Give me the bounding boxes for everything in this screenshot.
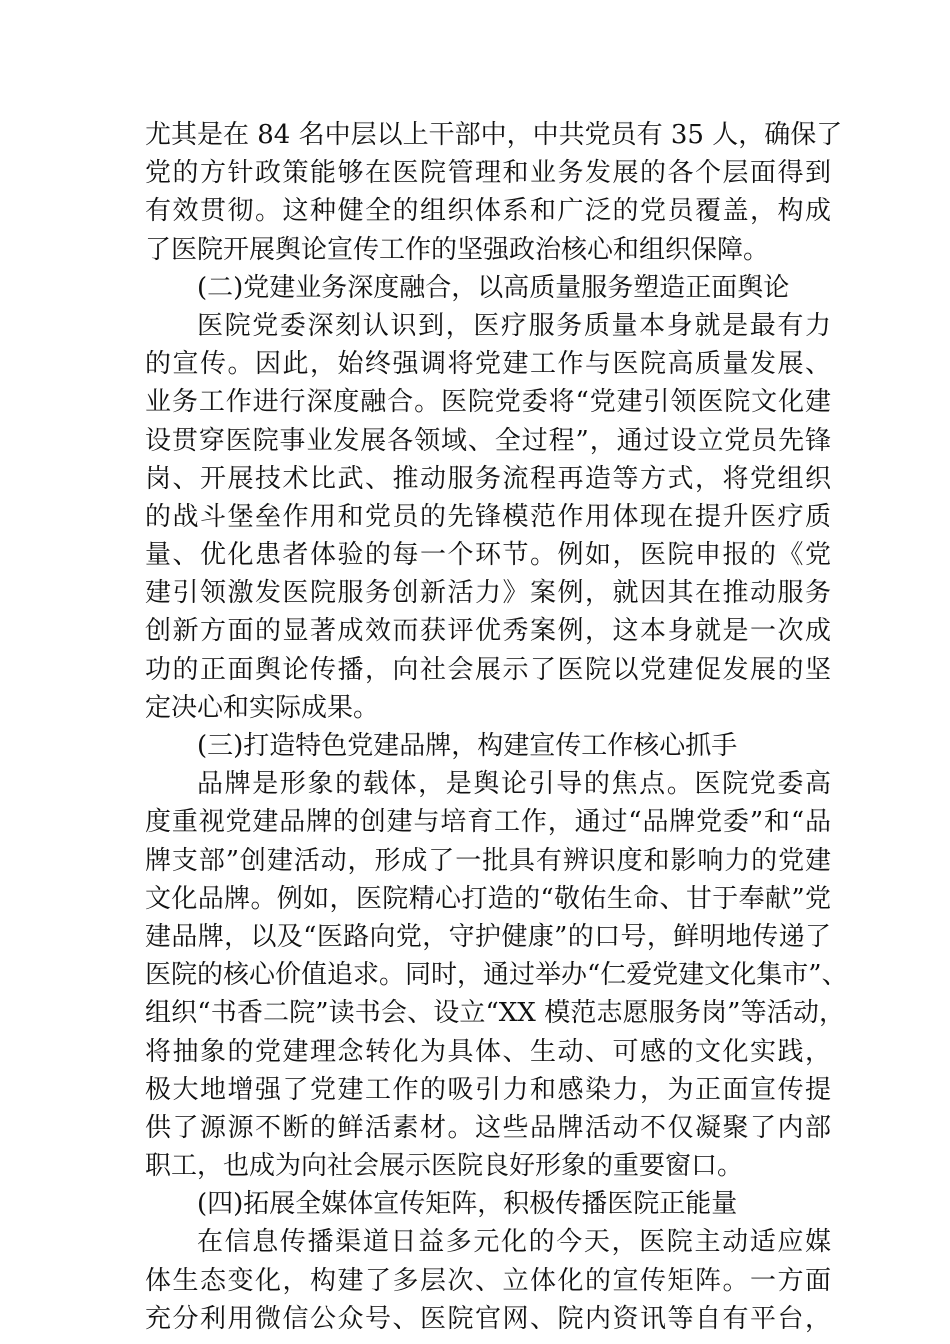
- text-line: 业务工作进行深度融合。医院党委将“党建引领医院文化建: [145, 387, 831, 418]
- text-line: 建引领激发医院服务创新活力》案例，就因其在推动服务: [145, 578, 831, 609]
- text-line: 尤其是在 84 名中层以上干部中，中共党员有 35 人，确保了: [145, 120, 843, 150]
- section-heading: (四)拓展全媒体宣传矩阵，积极传播医院正能量: [197, 1189, 738, 1220]
- text-line: 极大地增强了党建工作的吸引力和感染力，为正面宣传提: [145, 1074, 831, 1105]
- text-line: 度重视党建品牌的创建与培育工作，通过“品牌党委”和“品: [145, 807, 831, 838]
- text-line: 建品牌，以及“医路向党，守护健康”的口号，鲜明地传递了: [145, 921, 831, 952]
- text-line: 的战斗堡垒作用和党员的先锋模范作用体现在提升医疗质: [145, 501, 831, 532]
- text-line: 岗、开展技术比武、推动服务流程再造等方式，将党组织: [145, 463, 831, 494]
- text-line: 量、优化患者体验的每一个环节。例如，医院申报的《党: [145, 540, 831, 571]
- text-line: 组织“书香二院”读书会、设立“XX 模范志愿服务岗”等活动，: [145, 998, 845, 1029]
- text-line: 充分利用微信公众号、医院官网、院内资讯等自有平台，: [145, 1303, 831, 1334]
- text-line: 有效贯彻。这种健全的组织体系和广泛的党员覆盖，构成: [145, 196, 831, 227]
- text-line: 体生态变化，构建了多层次、立体化的宣传矩阵。一方面: [145, 1265, 831, 1296]
- text-line: 品牌是形象的载体，是舆论引导的焦点。医院党委高: [197, 769, 831, 800]
- text-line: 牌支部”创建活动，形成了一批具有辨识度和影响力的党建: [145, 845, 831, 876]
- text-line: 职工，也成为向社会展示医院良好形象的重要窗口。: [145, 1151, 744, 1182]
- section-heading: (三)打造特色党建品牌，构建宣传工作核心抓手: [197, 731, 738, 761]
- text-line: 了医院开展舆论宣传工作的坚强政治核心和组织保障。: [145, 234, 770, 265]
- text-line: 功的正面舆论传播，向社会展示了医院以党建促发展的坚: [145, 654, 831, 685]
- document-page: [145, 116, 848, 1338]
- text-line: 定决心和实际成果。: [145, 692, 380, 723]
- section-heading: (二)党建业务深度融合，以高质量服务塑造正面舆论: [197, 272, 790, 303]
- text-line: 在信息传播渠道日益多元化的今天，医院主动适应媒: [197, 1227, 831, 1258]
- text-line: 的宣传。因此，始终强调将党建工作与医院高质量发展、: [145, 349, 831, 380]
- text-line: 创新方面的显著成效而获评优秀案例，这本身就是一次成: [145, 616, 831, 647]
- text-line: 医院党委深刻认识到，医疗服务质量本身就是最有力: [197, 310, 831, 341]
- text-line: 医院的核心价值追求。同时，通过举办“仁爱党建文化集市”、: [145, 960, 848, 991]
- text-line: 供了源源不断的鲜活素材。这些品牌活动不仅凝聚了内部: [145, 1112, 831, 1143]
- text-line: 文化品牌。例如，医院精心打造的“敬佑生命、甘于奉献”党: [145, 883, 831, 914]
- text-line: 将抽象的党建理念转化为具体、生动、可感的文化实践，: [145, 1036, 831, 1067]
- text-line: 党的方针政策能够在医院管理和业务发展的各个层面得到: [145, 158, 831, 189]
- text-line: 设贯穿医院事业发展各领域、全过程”，通过设立党员先锋: [145, 425, 831, 456]
